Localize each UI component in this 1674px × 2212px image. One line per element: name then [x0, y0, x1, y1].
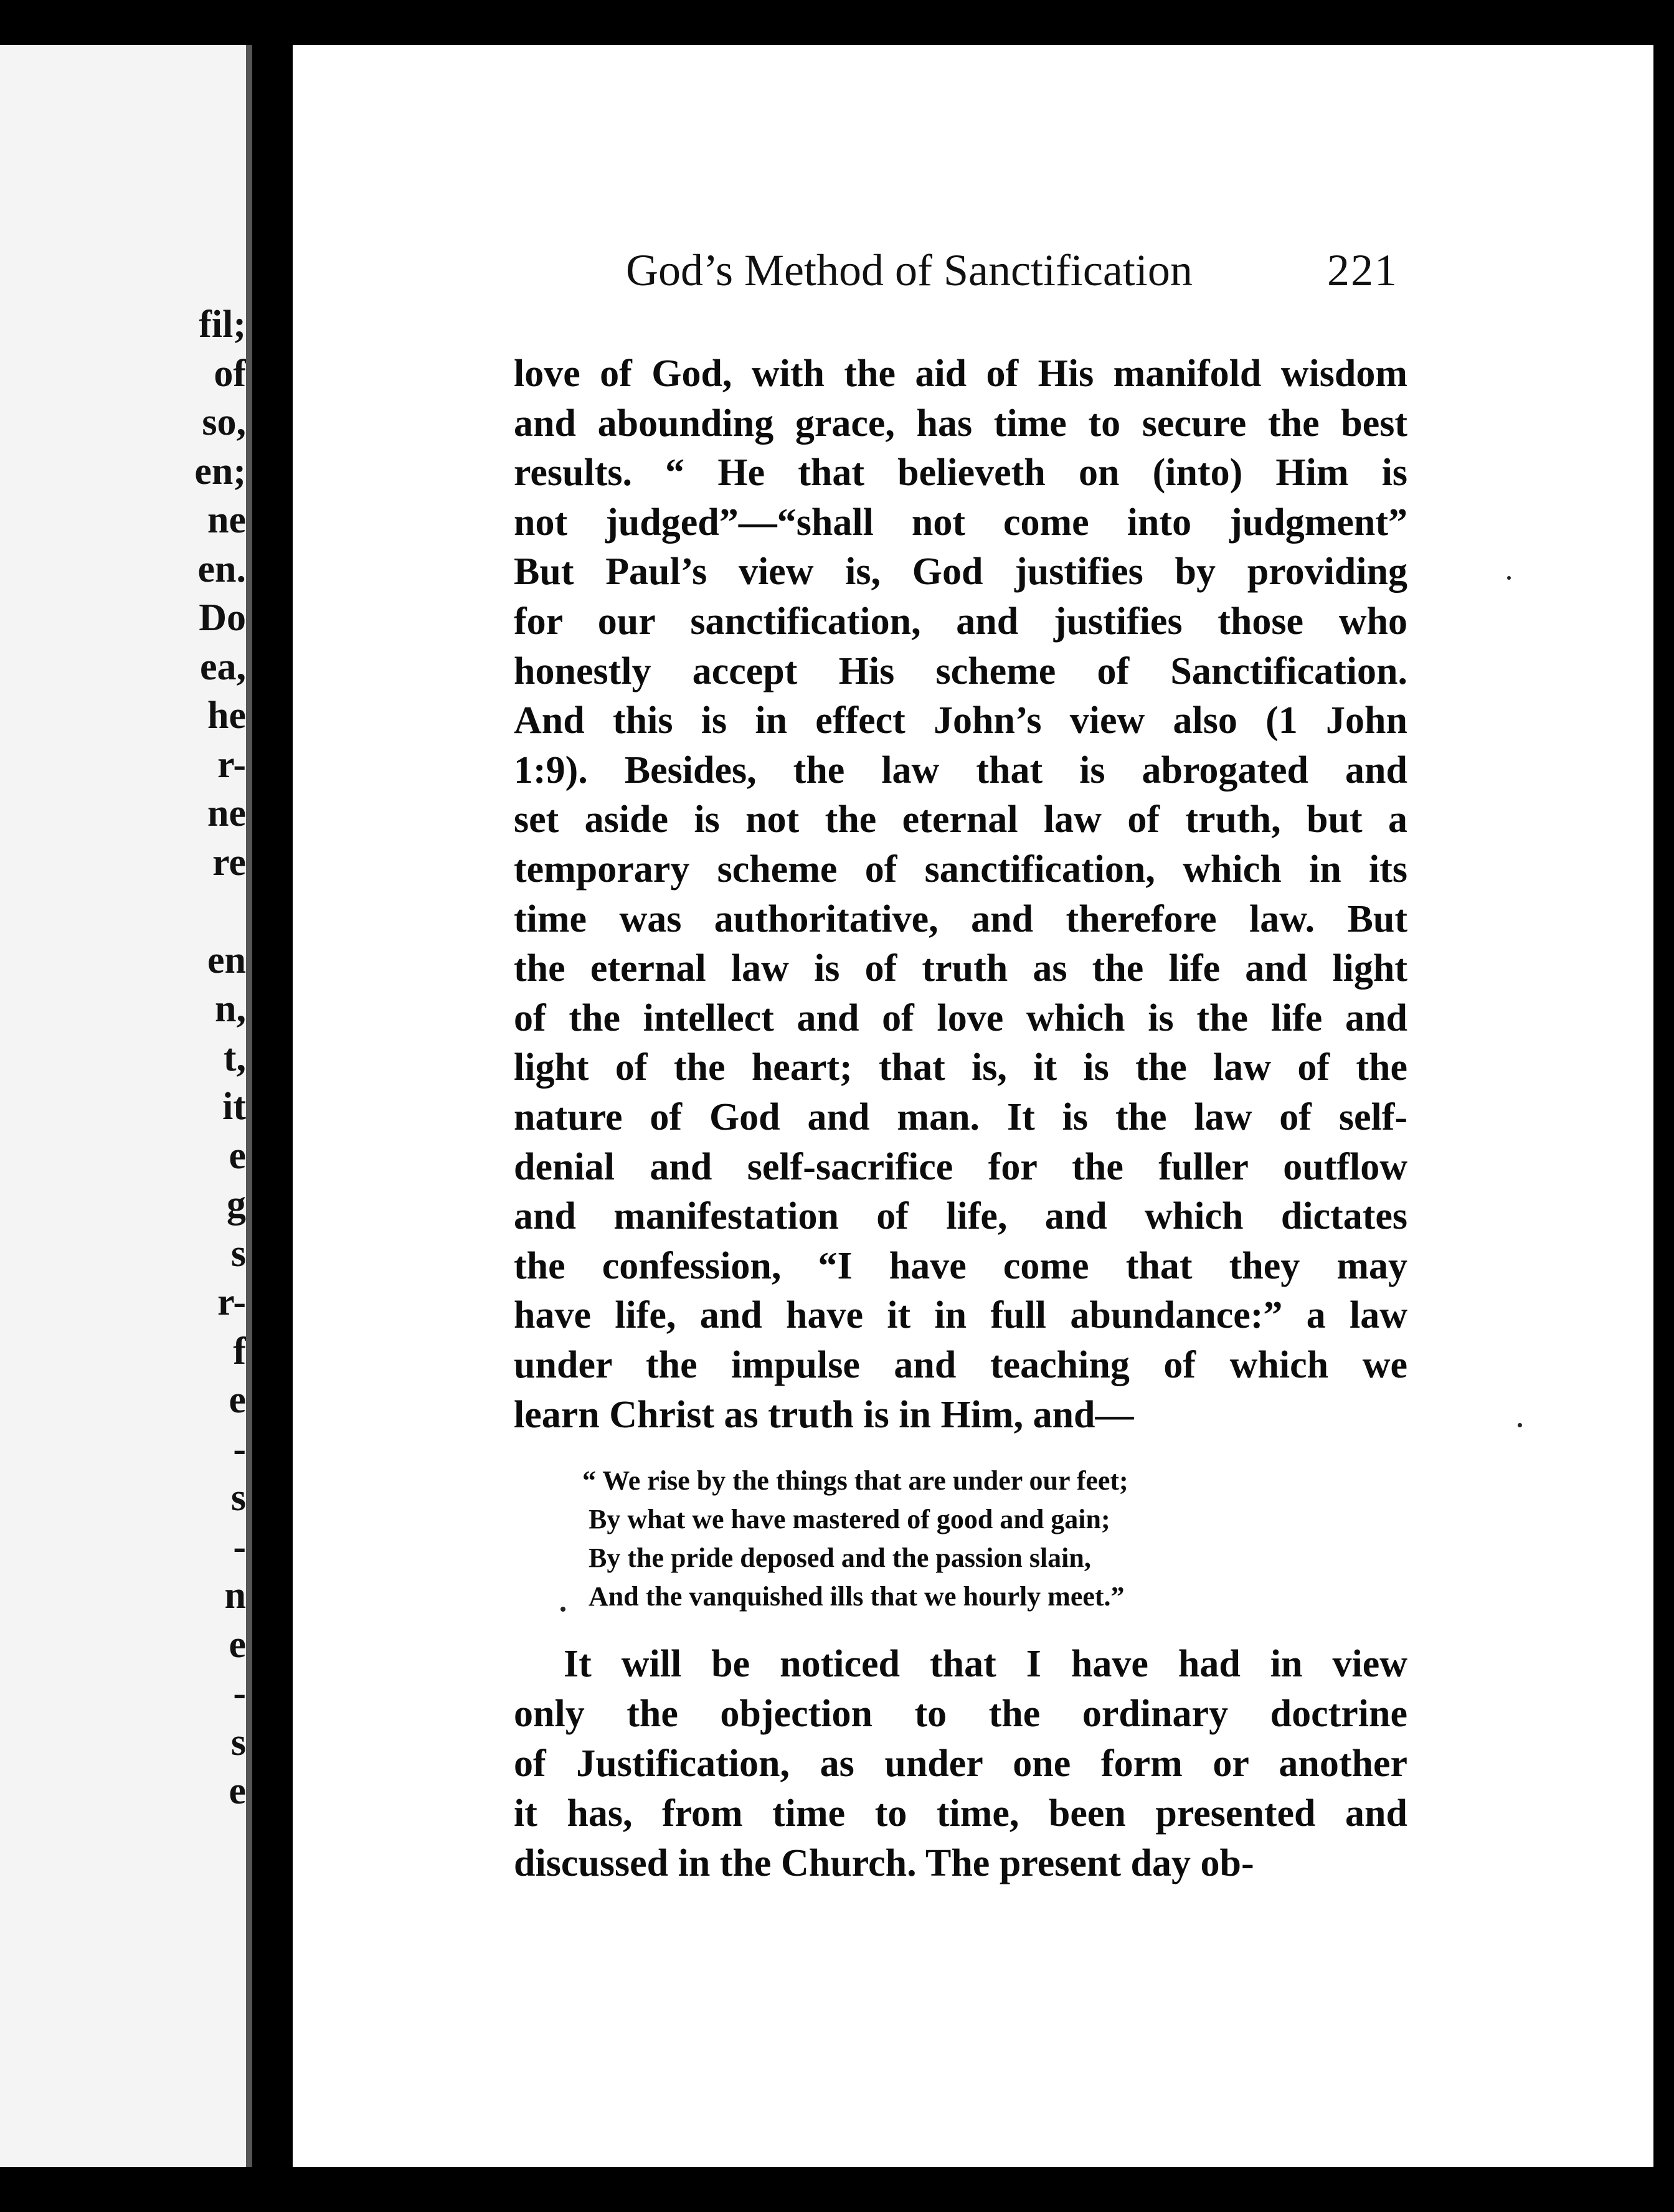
verse-line: By the pride deposed and the passion slain, [589, 1543, 1091, 1573]
scan-speck [1507, 576, 1511, 580]
body-text-line: time was authoritative, and therefore law. But [514, 897, 1407, 940]
body-text-line: set aside is not the eternal law of truth, but a [514, 798, 1407, 841]
body-text-line: temporary scheme of sanctification, which in its [514, 848, 1407, 891]
body-text-line: And this is in effect John’s view also (1 John [514, 699, 1407, 742]
body-text-line: honestly accept His scheme of Sanctification. [514, 650, 1407, 692]
book-gutter [252, 0, 293, 2212]
body-text-line: for our sanctification, and justifies those who [514, 600, 1407, 643]
left-page-fragment: s [230, 1477, 246, 1519]
body-text-line: nature of God and man. It is the law of self- [514, 1096, 1407, 1138]
left-page-fragment: so, [202, 401, 246, 443]
scan-border-bottom [0, 2167, 1674, 2212]
body-text-line: discussed in the Church. The present day ob- [514, 1842, 1254, 1884]
left-page-fragment: e [229, 1623, 246, 1666]
left-page-fragment: en. [197, 547, 246, 590]
body-text-line: love of God, with the aid of His manifold wisdom [514, 352, 1407, 395]
left-page-fragment: en [207, 938, 246, 981]
body-text-line: have life, and have it in full abundance:” a law [514, 1294, 1407, 1337]
left-page-edge [0, 45, 246, 2167]
left-page-fragment: t, [223, 1036, 246, 1079]
body-text-line: not judged”—“shall not come into judgment” [514, 501, 1407, 544]
left-page-fragment: ne [207, 499, 246, 541]
verse-line: And the vanquished ills that we hourly meet.” [589, 1581, 1125, 1612]
left-page-fragment: r- [217, 743, 246, 786]
left-page-fragment: e [229, 1770, 246, 1812]
running-head-title: God’s Method of Sanctification [626, 245, 1193, 295]
left-page-fragment: e [229, 1379, 246, 1421]
scan-border-top [0, 0, 1674, 45]
left-page-fragment: s [230, 1721, 246, 1764]
scan-border-right [1653, 0, 1674, 2212]
page-number: 221 [1327, 245, 1398, 295]
left-page-fragment: en; [194, 450, 246, 493]
body-text-line: under the impulse and teaching of which we [514, 1344, 1407, 1386]
left-page-fragment: f [233, 1330, 246, 1373]
body-text-line: learn Christ as truth is in Him, and— [514, 1393, 1134, 1436]
verse-line: “ We rise by the things that are under our feet; [582, 1465, 1128, 1496]
left-page-fragment: Do [199, 597, 246, 639]
left-page-fragment: r- [217, 1281, 246, 1323]
body-text-line: the eternal law is of truth as the life and light [514, 947, 1407, 990]
left-page-fragment: - [233, 1427, 246, 1470]
verse-line: By what we have mastered of good and gain; [589, 1504, 1110, 1534]
scan-speck [1518, 1423, 1522, 1427]
body-text-line: of Justification, as under one form or another [514, 1742, 1407, 1785]
body-text-line: and manifestation of life, and which dictates [514, 1195, 1407, 1238]
body-text-line: It will be noticed that I have had in view [564, 1643, 1407, 1685]
scan-speck [560, 1607, 565, 1612]
left-page-fragment: ea, [199, 645, 246, 688]
left-page-fragment: e [229, 1134, 246, 1177]
body-text-line: 1:9). Besides, the law that is abrogated and [514, 749, 1407, 792]
left-page-fragment: of [214, 352, 246, 395]
left-page-fragment: ne [207, 792, 246, 834]
body-text-line: light of the heart; that is, it is the law of the [514, 1046, 1407, 1089]
left-page-fragment: fil; [199, 303, 246, 346]
left-page-fragment: n, [215, 988, 246, 1030]
left-page-fragment: g [227, 1183, 246, 1226]
body-text-line: denial and self-sacrifice for the fuller outflow [514, 1145, 1407, 1188]
body-text-line: results. “ He that believeth on (into) Him is [514, 451, 1407, 494]
left-page-fragment: s [230, 1232, 246, 1275]
body-text-line: But Paul’s view is, God justifies by providing [514, 551, 1407, 593]
left-page-fragment: re [212, 841, 246, 884]
left-page-fragment: it [222, 1085, 246, 1128]
body-text-line: the confession, “I have come that they may [514, 1244, 1407, 1287]
left-page-fragment: n [224, 1574, 246, 1617]
left-page-fragment: - [233, 1525, 246, 1568]
body-text-line: it has, from time to time, been presented and [514, 1792, 1407, 1835]
left-page-fragment: he [207, 694, 246, 737]
body-text-line: of the intellect and of love which is the life and [514, 996, 1407, 1039]
body-text-line: and abounding grace, has time to secure the best [514, 402, 1407, 445]
gutter-shadow [246, 45, 252, 2167]
body-text-line: only the objection to the ordinary doctrine [514, 1693, 1407, 1735]
left-page-fragment: - [233, 1672, 246, 1714]
